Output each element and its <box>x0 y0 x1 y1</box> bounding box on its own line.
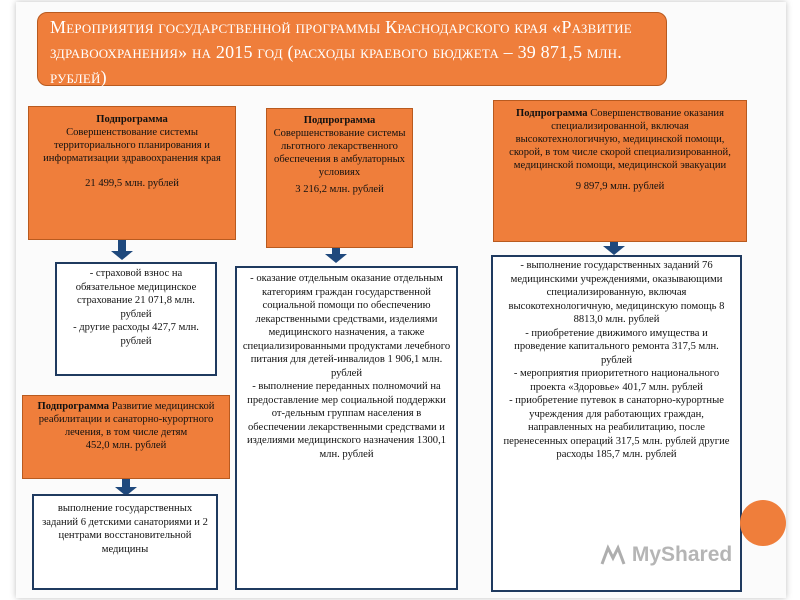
subprogram-4-box <box>22 395 230 479</box>
subprogram-1-box <box>28 106 236 240</box>
subprogram-4-detail-1: выполнение государственных заданий 6 детскими санаториями и 2 центрами восстановительной медицины <box>42 503 208 555</box>
subprogram-2-text: Совершенствование системы льготного лекарственного обеспечения в амбулаторных условиях <box>273 128 406 178</box>
subprogram-3-label: Подпрограмма <box>516 108 588 119</box>
watermark <box>600 543 732 567</box>
subprogram-2-detail-2: - выполнение переданных полномочий на предоставление мер социальной поддержки от-дельным группам населения в обеспечении лекарственными средствами и изделиями медицинского назначения 1300,1 млн. рублей <box>246 381 447 460</box>
subprogram-3-text: Совершенствование оказания специализированной, включая высокотехнологичную, медицинской помощи, скорой, в том числе скорой специализированной, медицинской помощи, медицинской эвакуации <box>509 108 731 171</box>
subprogram-3-detail-2: - приобретение движимого имущества и проведение капитального ремонта 317,5 млн. рублей <box>514 327 719 366</box>
subprogram-4-label: Подпрограмма <box>37 401 110 412</box>
subprogram-3-details <box>491 255 742 592</box>
subprogram-4-amount: 452,0 млн. рублей <box>85 440 167 451</box>
subprogram-3-box <box>493 100 747 242</box>
subprogram-1-amount: 21 499,5 млн. рублей <box>85 178 179 189</box>
subprogram-3-amount: 9 897,9 млн. рублей <box>575 181 665 192</box>
decorative-circle <box>740 500 786 546</box>
subprogram-3-detail-1: - выполнение государственных заданий 76 медицинскими учреждениями, оказывающими специализированную, включая высокотехнологичную, медицинскую помощь 8 8813,0 млн. рублей <box>508 260 725 325</box>
subprogram-2-detail-1: - оказание отдельным оказание отдельным категориям граждан государственной социальной помощи по обеспечению лекарственными средствами, изделиями медицинского назначения, а также специализированными продуктами лечебного питания для детей-инвалидов 1 906,1 млн. рублей <box>242 273 451 379</box>
subprogram-1-text: Совершенствование системы территориального планирования и информатизации здравоохранения края <box>43 127 221 164</box>
subprogram-2-label: Подпрограмма <box>303 115 376 126</box>
subprogram-1-detail-1: - страховой взнос на обязательное медицинское страхование 21 071,8 млн. рублей <box>75 268 197 320</box>
subprogram-2-amount: 3 216,2 млн. рублей <box>295 184 384 195</box>
watermark-text: MyShared <box>631 543 733 566</box>
subprogram-3-detail-3: - мероприятия приоритетного национального проекта «Здоровье» 401,7 млн. рублей <box>513 368 720 393</box>
subprogram-4-details <box>32 494 218 590</box>
subprogram-4-text: Развитие медицинской реабилитации и санаторно-курортного лечения, в том числе детям <box>38 401 215 438</box>
subprogram-1-label: Подпрограмма <box>96 114 168 125</box>
subprogram-3-detail-4: - приобретение путевок в санаторно-курортные учреждения для работающих граждан, направленных на реабилитацию, после перенесенных операций 317,5 млн. рублей другие расходы 185,7 млн. рублей <box>503 395 730 460</box>
page-title: Мероприятия государственной программы Краснодарского края «Развитие здравоохранения» на 2015 год (расходы краевого бюджета – 39 871,5 млн. рублей) <box>37 12 667 86</box>
watermark-logo-icon <box>600 544 626 566</box>
subprogram-1-detail-2: - другие расходы 427,7 млн. рублей <box>73 322 199 347</box>
subprogram-2-box <box>266 108 413 248</box>
subprogram-1-details <box>55 262 217 376</box>
subprogram-2-details <box>235 266 458 590</box>
